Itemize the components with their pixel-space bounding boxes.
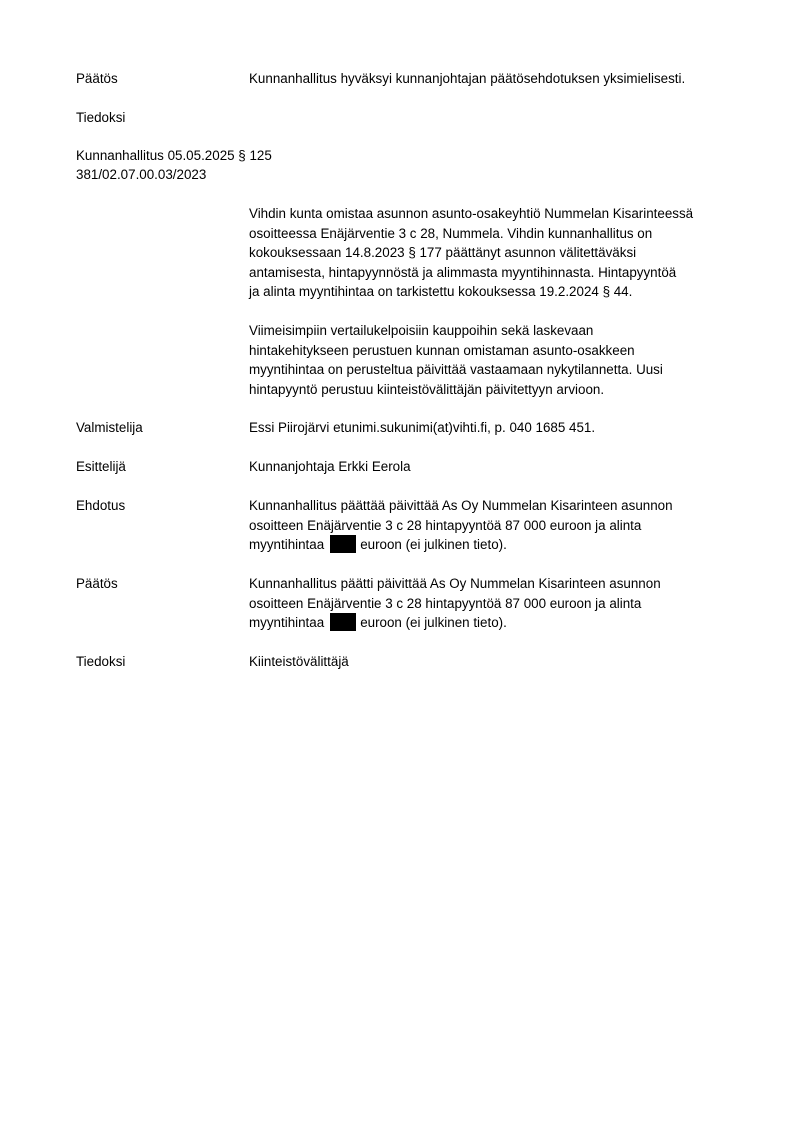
presenter-label: Esittelijä bbox=[76, 459, 126, 474]
decision-label: Päätös bbox=[76, 576, 118, 591]
info-label: Tiedoksi bbox=[76, 654, 126, 669]
section-heading bbox=[76, 146, 748, 184]
proposal-label: Ehdotus bbox=[76, 498, 126, 513]
proposal-text: Kunnanhallitus päättää päivittää As Oy Nummelan Kisarinteen asunnon osoitteen Enäjärventie 3 c 28 hintapyyntöä 87 000 euroon ja alinta myyntihintaa euroon (ei julkinen tieto). bbox=[249, 498, 673, 552]
meeting-title: Kunnanhallitus 05.05.2025 § 125 bbox=[76, 148, 272, 163]
presenter-text: Kunnanjohtaja Erkki Eerola bbox=[249, 459, 411, 474]
preparer-label: Valmistelija bbox=[76, 420, 143, 435]
preparer-text: Essi Piirojärvi etunimi.sukunimi(at)vihti.fi, p. 040 1685 451. bbox=[249, 420, 596, 435]
document-page: Päätös Kunnanhallitus hyväksyi kunnanjohtajan päätösehdotuksen yksimielisesti. Tiedoksi Kunnanhallitus 05.05.2025 § 125 381/02.07.00.03/2023 Vihdin kunta omistaa asunnon asunto-osakeyhtiö Nummelan Kisarinteessä osoitteessa Enäjärventie 3 c 28, Nummela. Vihdin kunnanhallitus on kokouksessaan 14.8.2023 § 177 päättänyt asunnon välitettäväksi antamisesta, hintapyynnöstä ja alimmasta myyntihinnasta. Hintapyyntöä ja alinta myyntihintaa on tarkistettu kokouksessa 19.2.2024 § 44. Viimeisimpiin vertailukelpoisiin kauppoihin sekä laskevaan hintakehitykseen perustuen kunnan omistaman asunto-osakkeen myyntihintaa on perusteltua päivittää vastaamaan nykytilannetta. Uusi hintapyyntö perustuu kiinteistövälittäjän päivitettyyn arvioon. Valmistelija Essi Piirojärvi etunimi.sukunimi(at)vihti.fi, p. 040 1685 451. Esittelijä Kunnanjohtaja Erkki Eerola Ehdotus Kunnanhallitus päättää päivittää As Oy Nummelan Kisarinteen asunnon osoitteen Enäjärventie 3 c 28 hintapyyntöä 87 000 euroon ja alinta myyntihintaa euroon (ei julkinen tieto). Päätös Kunnanhallitus päätti päivittää As Oy Nummelan Kisarinteen asunnon osoitteen Enäjärventie 3 c 28 hintapyyntöä 87 000 euroon ja alinta myyntihintaa euroon (ei julkinen tieto). Tiedoksi Kiinteistövälittäjä bbox=[0, 0, 794, 1122]
decision-text: Kunnanhallitus hyväksyi kunnanjohtajan päätösehdotuksen yksimielisesti. bbox=[249, 71, 686, 86]
info-label: Tiedoksi bbox=[76, 110, 126, 125]
info-recipient: Kiinteistövälittäjä bbox=[249, 654, 349, 669]
decision-text: Kunnanhallitus päätti päivittää As Oy Nummelan Kisarinteen asunnon osoitteen Enäjärventie 3 c 28 hintapyyntöä 87 000 euroon ja alinta myyntihintaa euroon (ei julkinen tieto). bbox=[249, 576, 661, 630]
case-reference: 381/02.07.00.03/2023 bbox=[76, 167, 207, 182]
redacted-block bbox=[330, 613, 356, 631]
decision-label: Päätös bbox=[76, 71, 118, 86]
redacted-block bbox=[330, 535, 356, 553]
